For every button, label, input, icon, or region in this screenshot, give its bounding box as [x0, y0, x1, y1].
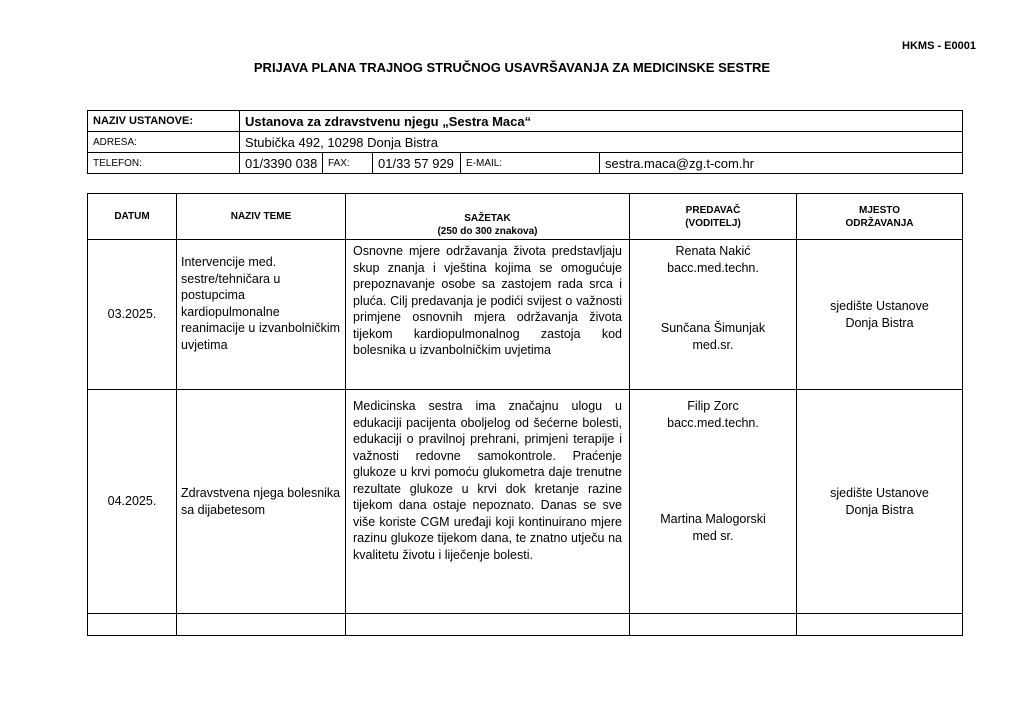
header-mjesto-line1: MJESTO: [859, 204, 900, 216]
lecturer-1-name: Filip Zorc: [687, 399, 739, 413]
row-mjesto: [797, 240, 963, 390]
header-predavac-note: (VODITELJ): [685, 217, 741, 229]
page-title: PRIJAVA PLANA TRAJNOG STRUČNOG USAVRŠAVANJA ZA MEDICINSKE SESTRE: [253, 60, 771, 75]
plan-table: [87, 193, 963, 636]
fax-value: 01/33 57 929: [373, 153, 461, 174]
row-datum: 03.2025.: [88, 240, 177, 390]
row-sazetak: Medicinska sestra ima značajnu ulogu u edukaciji pacijenta oboljelog od šećerne bolesti, edukaciji o pravilnoj prehrani, primjeni terapije i važnosti redovne samokontrole. Praćenje glukoze u krvi pomoću glukometra daje trenutne rezultate glukoze u krvi dok kretanje razine tijekom dana ostaje nepoznato. Danas se sve više koriste CGM uređaji koji kontinuirano mjere razinu glukoze tijekom dana, te znatno utječu na kvalitetu životu i liječenje bolesti.: [346, 390, 630, 614]
row-mjesto: [797, 390, 963, 614]
lecturer-2-name: Martina Malogorski: [660, 512, 766, 526]
table-header-row: [88, 194, 963, 240]
lecturer-1-title: bacc.med.techn.: [667, 415, 759, 430]
empty-cell: [88, 614, 177, 636]
email-value: sestra.maca@zg.t-com.hr: [600, 153, 963, 174]
lecturer-2-name: Sunčana Šimunjak: [660, 321, 766, 335]
table-row: [88, 390, 963, 614]
row-predavac: [630, 240, 797, 390]
naziv-value: Ustanova za zdravstvenu njegu „Sestra Maca“: [240, 111, 963, 132]
header-sazetak: [346, 194, 630, 240]
location-line1: sjedište Ustanove: [830, 299, 929, 313]
form-code: HKMS - E0001: [902, 40, 976, 52]
header-mjesto: [797, 194, 963, 240]
empty-cell: [797, 614, 963, 636]
row-datum: 04.2025.: [88, 390, 177, 614]
email-label: E-MAIL:: [461, 153, 600, 174]
row-tema: Intervencije med. sestre/tehničara u postupcima kardiopulmonalne reanimacije u izvanbolničkim uvjetima: [177, 240, 346, 390]
lecturer-1-title: bacc.med.techn.: [667, 260, 759, 275]
adresa-value: Stubička 492, 10298 Donja Bistra: [240, 132, 963, 153]
lecturer-2-title: med.sr.: [692, 337, 734, 352]
location-line2: Donja Bistra: [845, 502, 914, 517]
header-sazetak-title: SAŽETAK: [464, 213, 511, 224]
location-line1: sjedište Ustanove: [830, 486, 929, 500]
lecturer-1-name: Renata Nakić: [675, 244, 751, 258]
location-line2: Donja Bistra: [845, 315, 914, 330]
row-predavac: [630, 390, 797, 614]
header-predavac-title: PREDAVAČ: [685, 204, 741, 216]
header-sazetak-note: (250 do 300 znakova): [437, 226, 538, 237]
header-datum: DATUM: [88, 194, 177, 240]
table-row: [88, 240, 963, 390]
telefon-label: TELEFON:: [88, 153, 240, 174]
naziv-label: NAZIV USTANOVE:: [88, 111, 240, 132]
adresa-label: ADRESA:: [88, 132, 240, 153]
empty-cell: [346, 614, 630, 636]
empty-cell: [630, 614, 797, 636]
table-row-empty: [88, 614, 963, 636]
empty-cell: [177, 614, 346, 636]
header-mjesto-line2: ODRŽAVANJA: [845, 217, 914, 229]
fax-label: FAX:: [323, 153, 373, 174]
row-tema: Zdravstvena njega bolesnika sa dijabetesom: [177, 390, 346, 614]
telefon-value: 01/3390 038: [240, 153, 323, 174]
institution-info-table: [87, 110, 963, 174]
row-sazetak: Osnovne mjere održavanja života predstavljaju skup znanja i vještina kojima se omogućuje prepoznavanje osobe sa zastojem rada srca i pluća. Cilj predavanja je podići svijest o važnosti primjene osnovnih mjera održavanja života tijekom kardiopulmonalnog zastoja kod bolesnika u izvanbolničkim uvjetima: [346, 240, 630, 390]
lecturer-2-title: med sr.: [692, 528, 734, 543]
header-naziv-teme: NAZIV TEME: [177, 194, 346, 240]
header-predavac: [630, 194, 797, 240]
